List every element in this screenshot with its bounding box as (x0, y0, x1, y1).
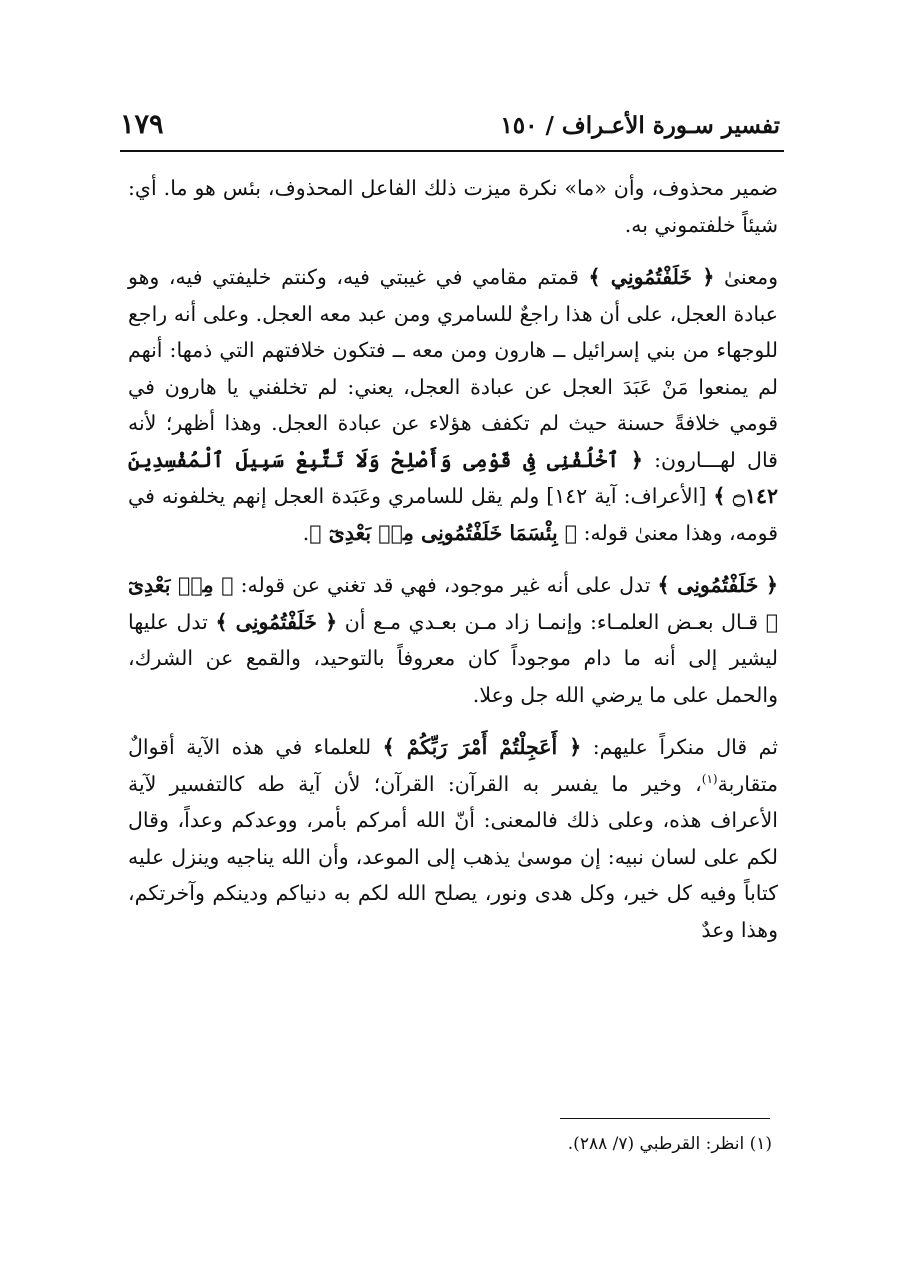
paragraph-3 (128, 567, 778, 713)
header-divider (120, 150, 784, 152)
footnote-divider (560, 1118, 770, 1119)
text-run: ، وخير ما يفسر به القرآن: القرآن؛ لأن آية طه كالتفسير لآية الأعراف هذه، وعلى ذلك فالمعنى: أنّ الله أمركم بأمر، ووعدكم وعداً، وقال لكم على لسان نبيه: إن موسىٰ يذهب إلى الموعد، وأن الله يناجيه وينزل عليه كتاباً وفيه كل خير، وكل هدى ونور، يصلح الله لكم به دنياكم ودينكم وآخرتكم، وهذا وعدٌ (128, 771, 778, 942)
text-run: ومعنىٰ (714, 265, 779, 289)
quran-verse: ﴿ خَلَفْتُمُونِى ﴾ (657, 573, 779, 597)
text-run: [الأعراف: آية ١٤٢] ولم يقل للسامري وعَبَدة العجل إنهم يخلفونه في قومه، وهذا معنىٰ قوله: (128, 484, 778, 545)
page-header (120, 109, 780, 146)
page-number: ١٧٩ (120, 109, 164, 140)
text-run: تدل عليها ليشير إلى أنه ما دام موجوداً كان معروفاً بالتوحيد، والقمع عن الشرك، والحمل على ما يرضي الله جل وعلا. (128, 609, 778, 707)
text-run: ثم قال منكراً عليهم: (581, 735, 779, 759)
text-run: . (302, 520, 310, 545)
quran-verse: ﴿ ٱخْلُفْنِى فِى قَوْمِى وَأَصْلِحْ وَلَا تَتَّبِعْ سَبِيلَ ٱلْمُفْسِدِينَ ۝١٤٢ ﴾ (128, 447, 778, 508)
body-text (128, 170, 778, 948)
text-run: ضمير محذوف، وأن «ما» نكرة ميزت ذلك الفاعل المحذوف، بئس هو ما. أي: شيئاً خلفتموني به. (128, 176, 778, 237)
paragraph-2 (128, 259, 778, 551)
quran-verse: ﴿ مِنۢ بَعْدِىٓ ﴾ (128, 573, 778, 634)
text-run: للعلماء في هذه الآية أقوالٌ متقاربة (128, 735, 778, 796)
quran-verse: ﴿ خَلَفْتُمُونِي ﴾ (588, 265, 715, 289)
text-run: تدل على أنه غير موجود، فهي قد تغني عن قوله: (233, 573, 658, 597)
quran-verse: ﴿ خَلَفْتُمُونِى ﴾ (215, 609, 338, 634)
paragraph-1 (128, 170, 778, 243)
footnote: (١) انظر: القرطبي (٧/ ٢٨٨). (567, 1134, 772, 1154)
quran-verse: ﴿ بِئْسَمَا خَلَفْتُمُونِى مِنۢ بَعْدِىٓ ﴾ (309, 520, 578, 545)
quran-verse: ﴿ أَعَجِلْتُمْ أَمْرَ رَبِّكُمْ ﴾ (382, 735, 582, 759)
text-run: قـال بعـض العلمـاء: وإنمـا زاد مـن بعـدي مـع أن (337, 609, 766, 634)
footnote-marker: (١) (701, 771, 718, 786)
running-title: تفسير سـورة الأعـراف / ١٥٠ (500, 112, 780, 139)
paragraph-4 (128, 729, 778, 948)
text-run: قمتم مقامي في غيبتي فيه، وكنتم خليفتي فيه، وهو عبادة العجل، على أن هذا راجعٌ للسامري ومن عبد معه العجل. وعلى أنه راجع للوجهاء من بني إسرائيل ــ هارون ومن معه ــ فتكون خلافتهم التي ذمها: أنهم لم يمنعوا مَنْ عَبَدَ العجل عن عبادة العجل، يعني: لم تخلفني يا هارون في قومي خلافةً حسنة حيث لم تكفف هؤلاء عن عبادة العجل. وهذا أظهر؛ لأنه قال لهـــارون: (128, 265, 778, 472)
